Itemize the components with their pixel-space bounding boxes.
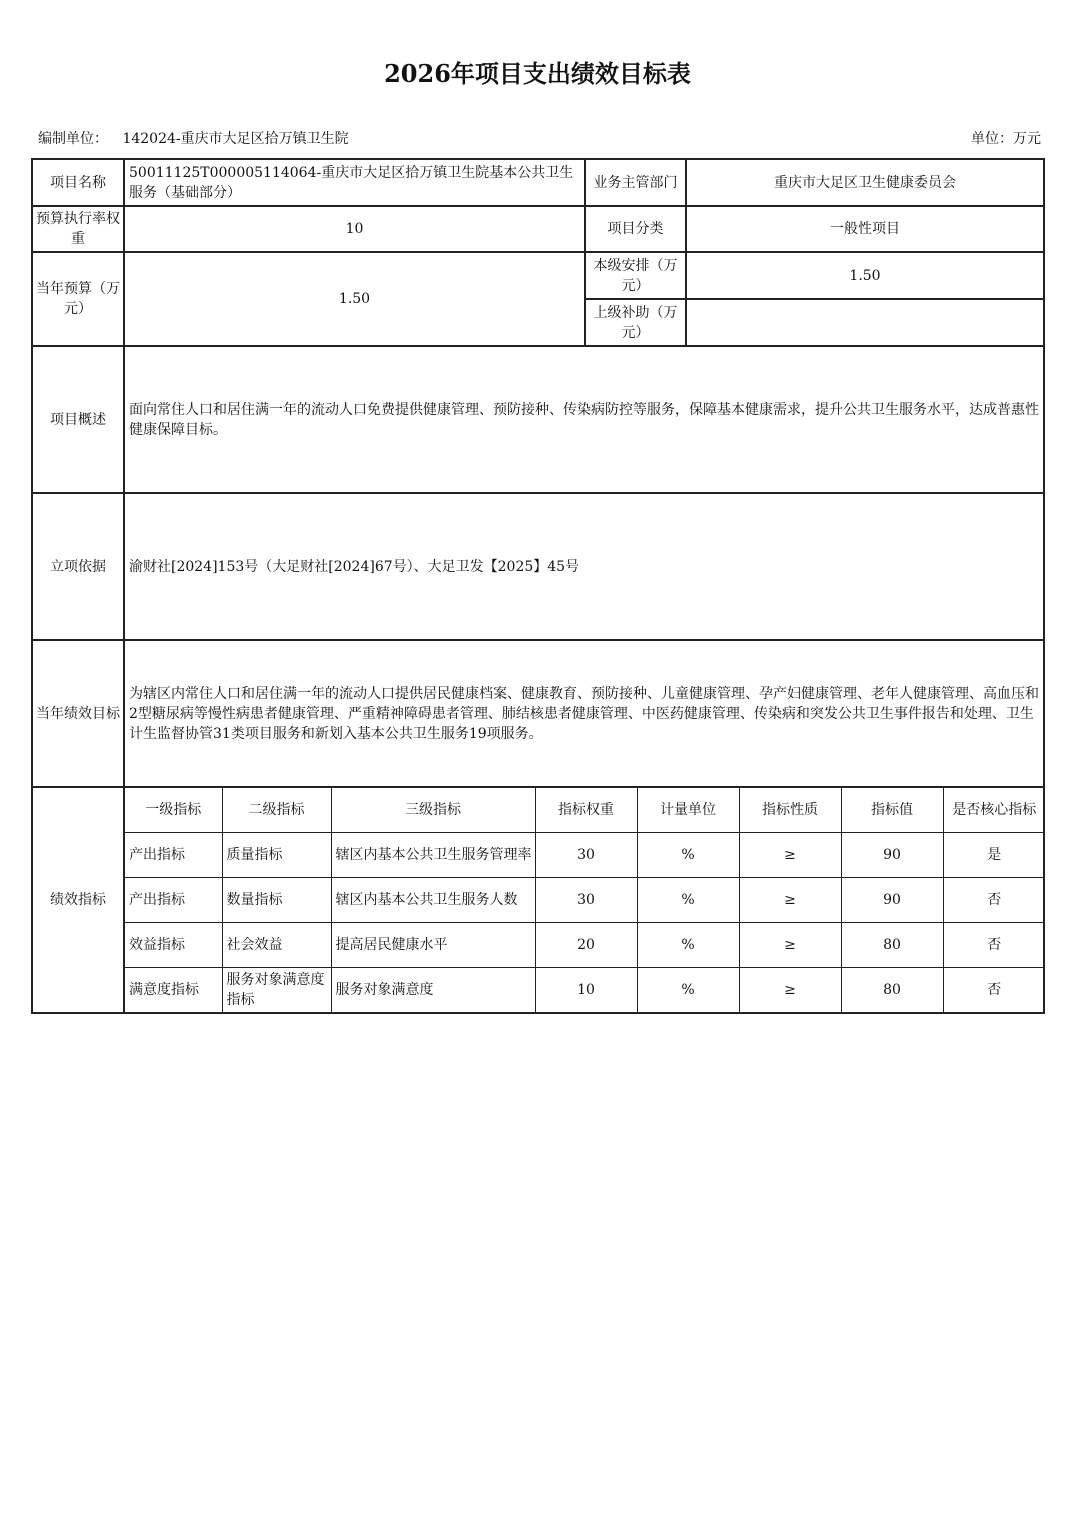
core-cell: 否 <box>943 878 1045 923</box>
table-row <box>125 923 1045 968</box>
value-cell: 90 <box>841 878 943 923</box>
subsidy-value <box>686 299 1044 346</box>
weight-label: 预算执行率权重 <box>32 206 124 252</box>
level1-cell: 效益指标 <box>125 923 222 968</box>
indicators-table <box>125 788 1045 1012</box>
level2-cell: 质量指标 <box>222 833 331 878</box>
category-value: 一般性项目 <box>686 206 1044 252</box>
indicators-container <box>124 787 1044 1013</box>
header-value: 指标值 <box>841 788 943 833</box>
weight-cell: 30 <box>535 833 637 878</box>
nature-cell: ≥ <box>739 878 841 923</box>
header-nature: 指标性质 <box>739 788 841 833</box>
level1-cell: 产出指标 <box>125 878 222 923</box>
indicators-label: 绩效指标 <box>32 787 124 1013</box>
overview-label: 项目概述 <box>32 346 124 493</box>
page-title: 2026年项目支出绩效目标表 <box>384 59 691 88</box>
unit-cell: % <box>637 968 739 1013</box>
basis-label: 立项依据 <box>32 493 124 640</box>
unit-cell: % <box>637 878 739 923</box>
level2-cell: 服务对象满意度指标 <box>222 968 331 1013</box>
performance-target-table <box>31 158 1045 1014</box>
budget-label: 当年预算（万元） <box>32 252 124 346</box>
core-cell: 是 <box>943 833 1045 878</box>
compiling-unit-value: 142024-重庆市大足区拾万镇卫生院 <box>122 131 349 147</box>
nature-cell: ≥ <box>739 833 841 878</box>
weight-cell: 10 <box>535 968 637 1013</box>
compiling-unit-label: 编制单位： <box>38 131 108 147</box>
level2-cell: 数量指标 <box>222 878 331 923</box>
weight-cell: 20 <box>535 923 637 968</box>
table-row <box>125 833 1045 878</box>
local-funding-value: 1.50 <box>686 252 1044 299</box>
nature-cell: ≥ <box>739 923 841 968</box>
budget-value: 1.50 <box>124 252 585 346</box>
nature-cell: ≥ <box>739 968 841 1013</box>
core-cell: 否 <box>943 968 1045 1013</box>
level1-cell: 满意度指标 <box>125 968 222 1013</box>
basis-text: 渝财社[2024]153号（大足财社[2024]67号）、大足卫发【2025】45号 <box>124 493 1044 640</box>
level1-cell: 产出指标 <box>125 833 222 878</box>
level3-cell: 辖区内基本公共卫生服务人数 <box>331 878 535 923</box>
header-unit: 计量单位 <box>637 788 739 833</box>
level3-cell: 提高居民健康水平 <box>331 923 535 968</box>
level3-cell: 服务对象满意度 <box>331 968 535 1013</box>
goal-text: 为辖区内常住人口和居住满一年的流动人口提供居民健康档案、健康教育、预防接种、儿童健康管理、孕产妇健康管理、老年人健康管理、高血压和2型糖尿病等慢性病患者健康管理、严重精神障碍患者管理、肺结核患者健康管理、中医药健康管理、传染病和突发公共卫生事件报告和处理、卫生计生监督协管31类项目服务和新划入基本公共卫生服务19项服务。 <box>124 640 1044 787</box>
core-cell: 否 <box>943 923 1045 968</box>
header-weight: 指标权重 <box>535 788 637 833</box>
subsidy-label: 上级补助（万元） <box>585 299 686 346</box>
local-funding-label: 本级安排（万元） <box>585 252 686 299</box>
currency-unit: 单位：万元 <box>971 131 1041 147</box>
header-level3: 三级指标 <box>331 788 535 833</box>
indicators-header-row <box>125 788 1045 833</box>
value-cell: 80 <box>841 968 943 1013</box>
table-row <box>125 968 1045 1013</box>
compiling-unit <box>38 128 349 148</box>
project-name-label: 项目名称 <box>32 159 124 206</box>
dept-label: 业务主管部门 <box>585 159 686 206</box>
value-cell: 80 <box>841 923 943 968</box>
unit-cell: % <box>637 833 739 878</box>
header-core: 是否核心指标 <box>943 788 1045 833</box>
overview-text: 面向常住人口和居住满一年的流动人口免费提供健康管理、预防接种、传染病防控等服务，保障基本健康需求，提升公共卫生服务水平，达成普惠性健康保障目标。 <box>124 346 1044 493</box>
header-level2: 二级指标 <box>222 788 331 833</box>
value-cell: 90 <box>841 833 943 878</box>
level3-cell: 辖区内基本公共卫生服务管理率 <box>331 833 535 878</box>
weight-value: 10 <box>124 206 585 252</box>
goal-label: 当年绩效目标 <box>32 640 124 787</box>
category-label: 项目分类 <box>585 206 686 252</box>
header-level1: 一级指标 <box>125 788 222 833</box>
weight-cell: 30 <box>535 878 637 923</box>
level2-cell: 社会效益 <box>222 923 331 968</box>
dept-value: 重庆市大足区卫生健康委员会 <box>686 159 1044 206</box>
unit-cell: % <box>637 923 739 968</box>
project-name-value: 50011125T000005114064-重庆市大足区拾万镇卫生院基本公共卫生服务（基础部分） <box>124 159 585 206</box>
table-row <box>125 878 1045 923</box>
